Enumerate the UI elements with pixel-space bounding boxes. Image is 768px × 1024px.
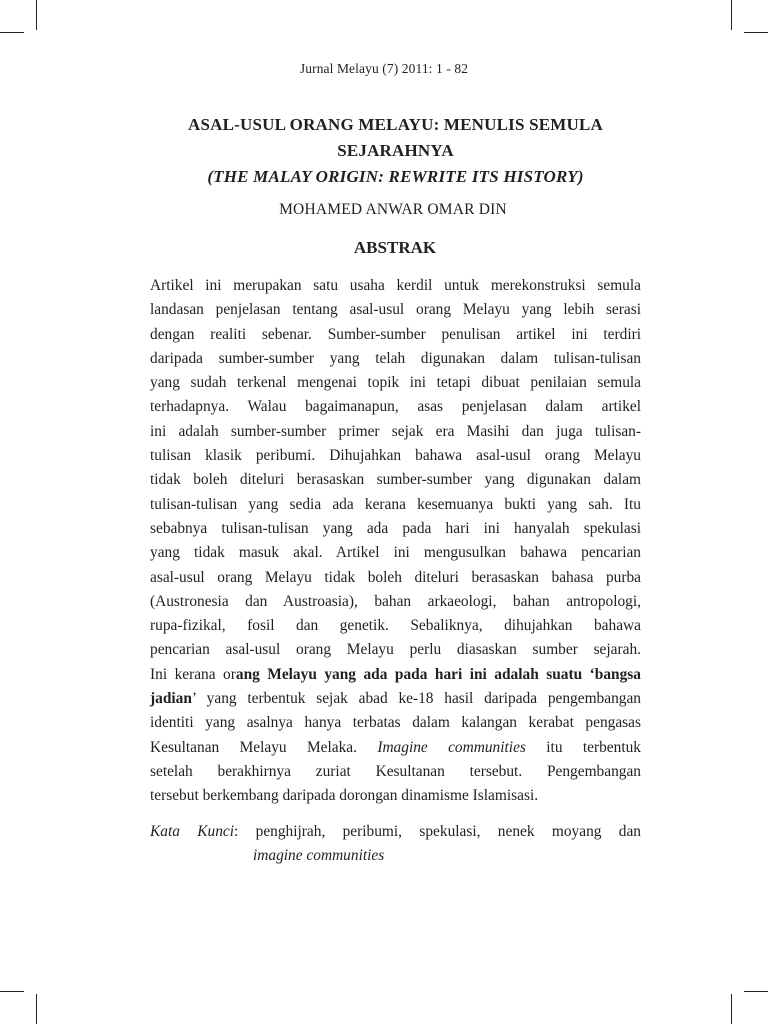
- title-line-2: SEJARAHNYA: [337, 141, 454, 160]
- abstract-line: ini adalah sumber-sumber primer sejak era Masihi dan juga tulisan-: [150, 422, 641, 440]
- abstract-line: tulisan-tulisan yang sedia ada kerana kesemuanya bukti yang sah. Itu: [150, 495, 641, 513]
- crop-mark-top-left-v: [36, 0, 37, 30]
- abstract-line: dengan realiti sebenar. Sumber-sumber penulisan artikel ini terdiri: [150, 325, 641, 343]
- abstract-line: tidak boleh diteluri berasaskan sumber-sumber yang digunakan dalam: [150, 471, 641, 489]
- crop-mark-top-right-h: [744, 32, 768, 33]
- journal-citation: Jurnal Melayu (7) 2011: 1 - 82: [299, 61, 469, 76]
- crop-mark-bottom-left-v: [36, 994, 37, 1024]
- abstract-line: yang tidak masuk akal. Artikel ini mengusulkan bahawa pencarian: [150, 544, 641, 562]
- crop-mark-top-left-h: [0, 32, 24, 33]
- abstract-line: identiti yang asalnya hanya terbatas dalam kalangan kerabat pengasas: [150, 714, 641, 732]
- abstract-line: sebabnya tulisan-tulisan yang ada pada hari ini hanyalah spekulasi: [150, 519, 641, 537]
- abstract-line: setelah berakhirnya zuriat Kesultanan tersebut. Pengembangan: [150, 762, 641, 780]
- author-name: MOHAMED ANWAR OMAR DIN: [279, 201, 507, 218]
- abstract-line: daripada sumber-sumber yang telah digunakan dalam tulisan-tulisan: [150, 349, 641, 367]
- keywords-label: Kata Kunci: [150, 823, 235, 840]
- keywords-line-2: imagine communities: [253, 847, 385, 864]
- abstract-line: yang sudah terkenal mengenai topik ini tetapi dibuat penilaian semula: [150, 374, 641, 392]
- crop-mark-top-right-v: [731, 0, 732, 30]
- abstract-bold-run: ang Melayu yang ada pada hari ini adalah suatu ‘bangsa: [235, 665, 641, 683]
- abstract-heading: ABSTRAK: [353, 238, 437, 257]
- keywords-text: : penghijrah, peribumi, spekulasi, nenek moyang dan: [234, 823, 642, 840]
- title-line-1: ASAL-USUL ORANG MELAYU: MENULIS SEMULA: [187, 115, 604, 134]
- abstract-body: [150, 274, 641, 809]
- abstract-line: (Austronesia dan Austroasia), bahan arkaeologi, bahan antropologi,: [150, 592, 641, 610]
- abstract-bold-run: jadian: [150, 690, 192, 708]
- abstract-line: [150, 687, 641, 711]
- keywords-line-1: [150, 820, 641, 844]
- abstract-line: pencarian asal-usul orang Melayu perlu diasaskan sumber sejarah.: [150, 641, 641, 659]
- abstract-italic-run: Imagine communities: [377, 738, 526, 756]
- crop-mark-bottom-right-h: [744, 991, 768, 992]
- abstract-line: terhadapnya. Walau bagaimanapun, asas penjelasan dalam artikel: [150, 398, 641, 416]
- abstract-text-run: ’ yang terbentuk sejak abad ke-18 hasil daripada pengembangan: [191, 690, 641, 708]
- keywords: [150, 820, 641, 868]
- abstract-line: tersebut berkembang daripada dorongan dinamisme Islamisasi.: [150, 787, 539, 805]
- abstract-line: Artikel ini merupakan satu usaha kerdil untuk merekonstruksi semula: [150, 277, 641, 294]
- abstract-line: landasan penjelasan tentang asal-usul orang Melayu yang lebih serasi: [150, 301, 641, 319]
- crop-mark-bottom-right-v: [731, 994, 732, 1024]
- abstract-text-run: Kesultanan Melayu Melaka.: [150, 738, 378, 756]
- abstract-line: [150, 663, 641, 687]
- abstract-line: tulisan klasik peribumi. Dihujahkan bahawa asal-usul orang Melayu: [150, 447, 641, 465]
- abstract-line: rupa-fizikal, fosil dan genetik. Sebaliknya, dihujahkan bahawa: [150, 617, 641, 635]
- crop-mark-bottom-left-h: [0, 991, 24, 992]
- abstract-line: asal-usul orang Melayu tidak boleh diteluri berasaskan bahasa purba: [150, 568, 641, 586]
- article-title: [150, 112, 641, 190]
- abstract-text-run: itu terbentuk: [525, 738, 641, 756]
- abstract-line: [150, 736, 641, 760]
- abstract-text-run: Ini kerana or: [150, 665, 236, 683]
- title-english: (THE MALAY ORIGIN: REWRITE ITS HISTORY): [207, 167, 584, 186]
